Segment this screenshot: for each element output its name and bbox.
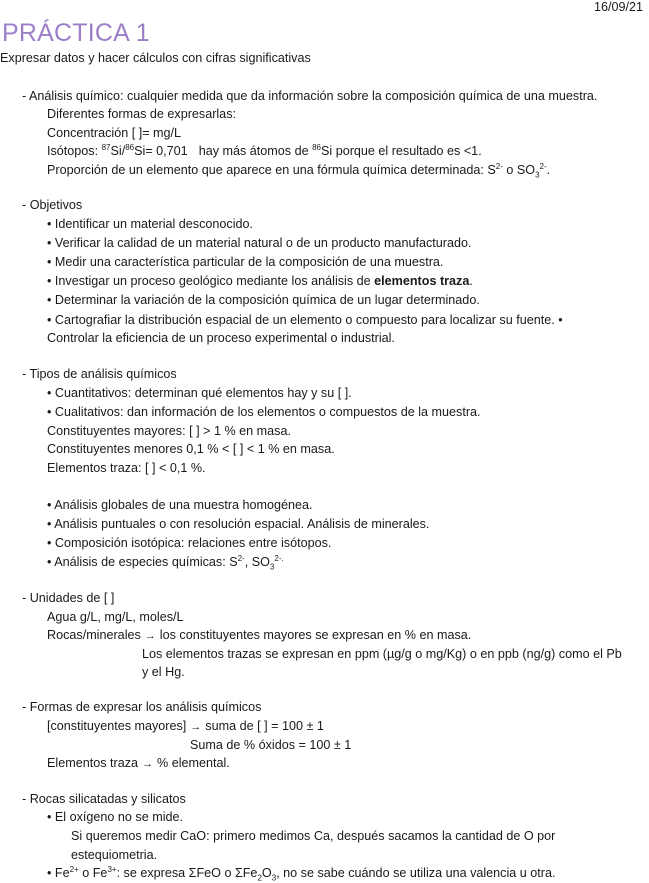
list-item: • Cartografiar la distribución espacial de un elemento o compuesto para localizar su fuente. • [47, 313, 563, 327]
date: 16/09/21 [593, 0, 643, 14]
text-line: Rocas/minerales → los constituyentes mayores se expresan en % en masa. [47, 628, 472, 642]
list-item: • $Fe^{2+}$ o $Fe^{3+}$: se expresa ΣFeO o $\Sigma Fe_2O_3$, no se sabe cuándo se utiliza una valencia u otra. [47, 864, 556, 883]
text-line: Si queremos medir CaO: primero medimos Ca, después sacamos la cantidad de O por [71, 829, 556, 843]
arrow-icon: → [190, 721, 202, 733]
text-line: Elementos traza: [ ] < 0,1 %. [47, 461, 206, 475]
list-item: Controlar la eficiencia de un proceso experimental o industrial. [47, 331, 395, 345]
list-item: • El oxígeno no se mide. [47, 810, 184, 824]
text-line: estequiometria. [71, 848, 158, 862]
text-line: [constituyentes mayores] → suma de [ ] = 100 ± 1 [47, 719, 324, 733]
list-item: • Análisis de especies químicas: $S^{2-}$, $SO_3^{2-.}$ [47, 553, 284, 572]
text-line: Diferentes formas de expresarlas: [47, 107, 236, 121]
text-line: Elementos traza → % elemental. [47, 756, 230, 770]
proportion-line: Proporción de un elemento que aparece en una fórmula química determinada: $S^{2-}$ o $SO_3^{2-}$. [47, 161, 551, 180]
text-line: Los elementos trazas se expresan en ppm (µg/g o mg/Kg) o en ppb (ng/g) como el Pb [142, 647, 622, 661]
list-item: • Análisis puntuales o con resolución espacial. Análisis de minerales. [47, 517, 430, 531]
page-title: PRÁCTICA 1 [2, 19, 150, 47]
list-item: • Medir una característica particular de la composición de una muestra. [47, 255, 444, 269]
arrow-icon: → [142, 758, 153, 770]
list-item: • Composición isotópica: relaciones entre isótopos. [47, 536, 332, 550]
section-unidades-heading: - Unidades de [ ] [22, 591, 115, 605]
bold-term: elementos traza [374, 274, 470, 288]
section-rocas-heading: - Rocas silicatadas y silicatos [22, 792, 186, 806]
isotopes-line: Isótopos: $^{87}$Si/$^{86}$Si= 0,701 hay más átomos de $^{86}$Si porque el resultado es <1. [47, 142, 482, 158]
list-item: • Verificar la calidad de un material natural o de un producto manufacturado. [47, 236, 472, 250]
list-item: • Investigar un proceso geológico mediante los análisis de elementos traza. [47, 274, 473, 288]
section-objetivos-heading: - Objetivos [22, 198, 83, 212]
section-formas-heading: - Formas de expresar los análisis químicos [22, 700, 262, 714]
list-item: • Cuantitativos: determinan qué elementos hay y su [ ]. [47, 386, 352, 400]
list-item: • Cualitativos: dan información de los elementos o compuestos de la muestra. [47, 405, 481, 419]
subtitle: Expresar datos y hacer cálculos con cifras significativas [0, 51, 311, 65]
list-item: • Determinar la variación de la composición química de un lugar determinado. [47, 293, 480, 307]
list-item: • Análisis globales de una muestra homogénea. [47, 498, 313, 512]
section-analisis-quimico-heading: - Análisis químico: cualquier medida que da información sobre la composición química de una muestra. [22, 89, 598, 103]
text-line: Constituyentes menores 0,1 % < [ ] < 1 % en masa. [47, 442, 335, 456]
text-line: Constituyentes mayores: [ ] > 1 % en masa. [47, 424, 291, 438]
list-item: • Identificar un material desconocido. [47, 217, 254, 231]
text-line: Agua g/L, mg/L, moles/L [47, 610, 184, 624]
arrow-icon: → [144, 630, 156, 642]
text-line: y el Hg. [142, 665, 185, 679]
text-line: Concentración [ ]= mg/L [47, 126, 182, 140]
text-line: Suma de % óxidos = 100 ± 1 [190, 738, 352, 752]
section-tipos-heading: - Tipos de análisis químicos [22, 367, 177, 381]
